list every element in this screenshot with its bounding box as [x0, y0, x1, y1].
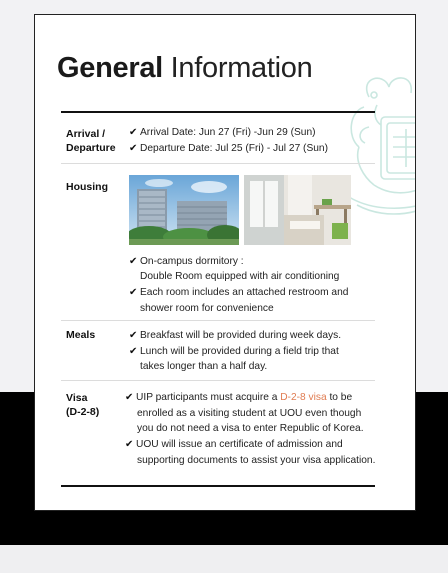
housing-line-1 [129, 254, 244, 270]
meals-label: Meals [66, 329, 96, 341]
check-icon: ✔ [125, 392, 134, 403]
visa-line-4 [125, 437, 343, 453]
title-bold: General [57, 52, 163, 84]
visa-text-4: UOU will issue an certificate of admission and [136, 439, 343, 450]
bottom-strip [0, 545, 448, 573]
visa-text-1-post: to be [326, 392, 353, 403]
info-card [34, 14, 416, 511]
housing-text-2: Double Room equipped with air conditioning [140, 271, 340, 282]
bottom-rule [61, 485, 375, 487]
title-light: Information [170, 52, 313, 84]
arrival-date-text: Arrival Date: Jun 27 (Fri) -Jun 29 (Sun) [140, 127, 316, 138]
housing-label: Housing [66, 181, 108, 193]
departure-date-line [129, 141, 328, 157]
check-icon: ✔ [125, 439, 134, 450]
visa-text-2: enrolled as a visiting student at UOU even though [137, 408, 362, 419]
meals-text-3: takes longer than a half day. [140, 361, 268, 372]
arrival-date-line [129, 125, 316, 141]
check-icon: ✔ [129, 256, 138, 267]
check-icon: ✔ [129, 143, 138, 154]
meals-line-1 [129, 328, 341, 344]
check-icon: ✔ [129, 330, 138, 341]
visa-text-1-pre: UIP participants must acquire a [136, 392, 281, 403]
section-divider [61, 163, 375, 164]
check-icon: ✔ [129, 346, 138, 357]
section-divider [61, 380, 375, 381]
visa-label-line2: (D-2-8) [66, 406, 100, 418]
check-icon: ✔ [129, 127, 138, 138]
page-title [57, 51, 312, 85]
section-divider [61, 320, 375, 321]
dormitory-building-photo [129, 175, 239, 245]
housing-text-3: Each room includes an attached restroom and [140, 287, 349, 298]
housing-line-3 [129, 285, 348, 301]
top-rule [61, 111, 375, 113]
dormitory-room-photo [244, 175, 351, 245]
visa-type-highlight: D-2-8 visa [280, 392, 327, 403]
visa-line-1 [125, 390, 352, 406]
housing-text-1: On-campus dormitory : [140, 256, 244, 267]
meals-line-2 [129, 344, 339, 360]
arrival-label-line1: Arrival / [66, 128, 106, 140]
meals-text-1: Breakfast will be provided during week days. [140, 330, 342, 341]
arrival-label-line2: Departure [66, 142, 116, 154]
visa-text-3: you do not need a visa to enter Republic of Korea. [137, 423, 364, 434]
housing-text-4: shower room for convenience [140, 303, 274, 314]
meals-text-2: Lunch will be provided during a field trip that [140, 346, 339, 357]
departure-date-text: Departure Date: Jul 25 (Fri) - Jul 27 (Sun) [140, 143, 328, 154]
visa-label-line1: Visa [66, 392, 88, 404]
check-icon: ✔ [129, 287, 138, 298]
visa-text-5: supporting documents to assist your visa application. [137, 455, 376, 466]
